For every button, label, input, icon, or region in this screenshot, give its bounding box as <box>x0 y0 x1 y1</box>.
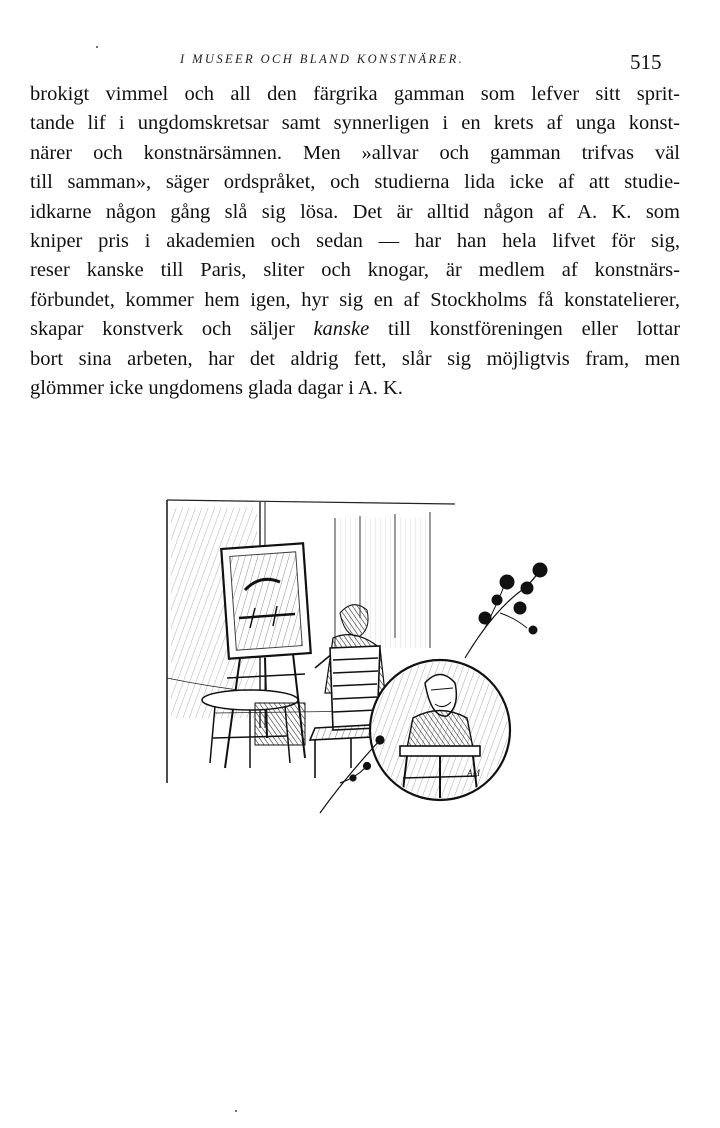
text-line <box>30 315 680 344</box>
text-line: närer och konstnärsämnen. Men »allvar och gamman trifvas väl <box>30 141 680 164</box>
text-line: glömmer icke ungdomens glada dagar i A. K. <box>30 377 403 400</box>
print-speck <box>235 1110 237 1112</box>
text-segment: till konstföreningen eller lottar <box>388 318 681 341</box>
text-line: kniper pris i akademien och sedan — har han hela lifvet för sig, <box>30 230 680 253</box>
text-line: bort sina arbeten, har det aldrig fett, slår sig möjligtvis fram, men <box>30 347 680 370</box>
small-table <box>202 690 305 768</box>
print-speck <box>96 46 98 48</box>
running-head: I MUSEER OCH BLAND KONSTNÄRER. <box>180 52 465 66</box>
text-segment: skapar konstverk och säljer <box>30 318 295 341</box>
bust-vignette <box>370 658 510 808</box>
text-line: till samman», säger ordspråket, och studierna lida icke af att studie- <box>30 171 680 194</box>
text-line: brokigt vimmel och all den färgrika gamman som lefver sitt sprit- <box>30 83 680 105</box>
flower-branch <box>465 563 547 658</box>
text-line: idkarne någon gång slå sig lösa. Det är alltid någon af A. K. som <box>30 200 680 223</box>
text-line: reser kanske till Paris, sliter och knogar, är medlem af konstnärs- <box>30 259 680 282</box>
artist-monogram: AM <box>467 768 480 778</box>
studio-illustration <box>155 478 555 818</box>
italic-word: kanske <box>313 318 370 341</box>
text-line: förbundet, kommer hem igen, hyr sig en af Stockholms få konstatelierer, <box>30 288 680 311</box>
body-paragraph <box>30 80 680 403</box>
text-line: tande lif i ungdomskretsar samt synnerligen i en krets af unga konst- <box>30 112 680 135</box>
page-number: 515 <box>630 50 662 74</box>
